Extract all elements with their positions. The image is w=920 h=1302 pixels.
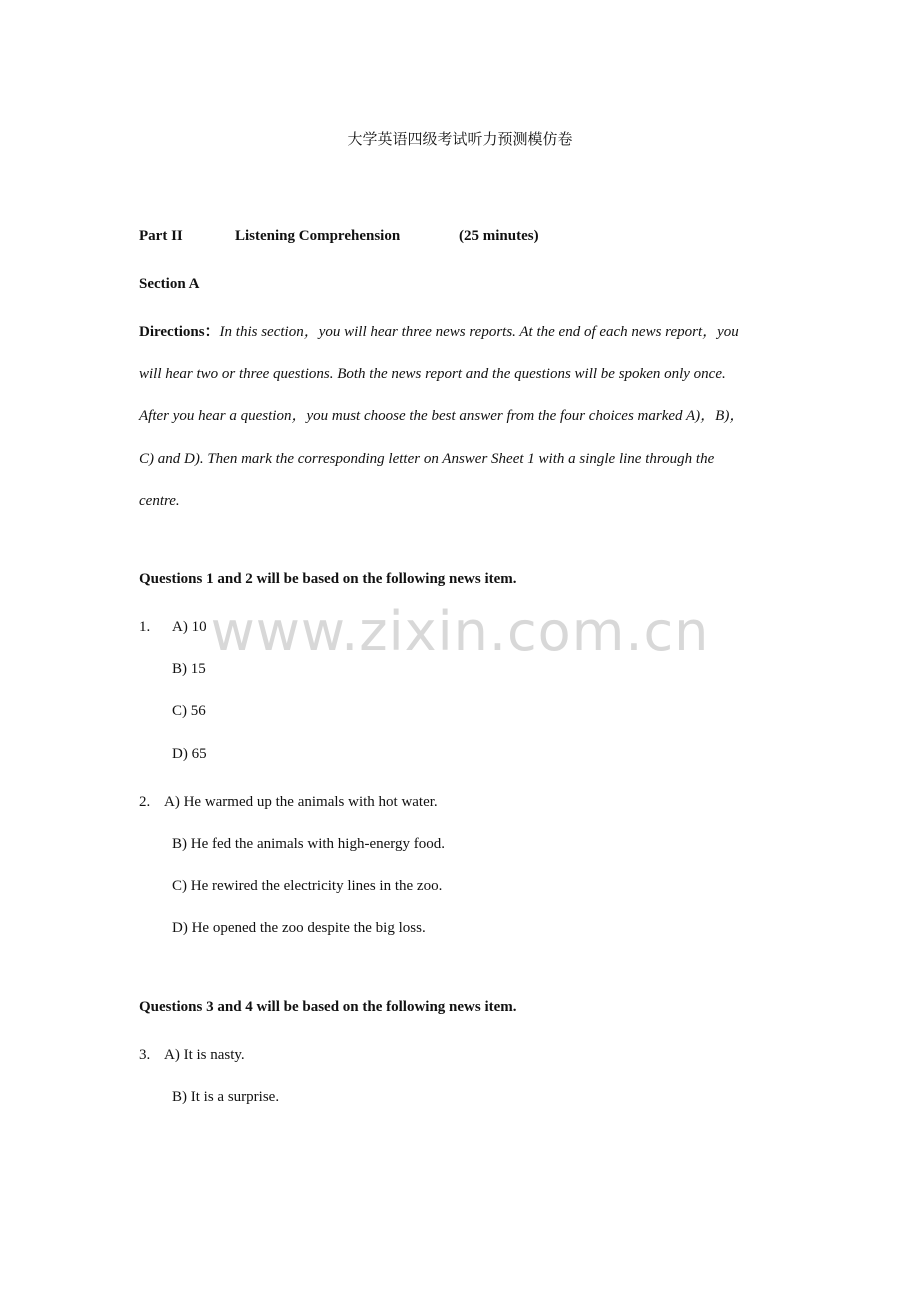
question-number: 1. — [139, 619, 151, 635]
answer-choice: B) 15 — [172, 661, 206, 677]
directions-label: Directions： — [139, 324, 220, 340]
answer-choice: C) 56 — [172, 703, 206, 719]
questions-group-heading: Questions 1 and 2 will be based on the following news item. — [139, 571, 517, 587]
directions-line-5: centre. — [139, 493, 180, 509]
document-title: 大学英语四级考试听力预测模仿卷 — [347, 130, 573, 148]
directions-line-3: After you hear a question，you must choose the best answer from the four choices marked A)，B)， — [139, 408, 745, 424]
part-time: (25 minutes) — [459, 228, 539, 244]
answer-choice: D) He opened the zoo despite the big loss. — [172, 920, 426, 936]
answer-choice: A) 10 — [172, 619, 207, 635]
part-name: Listening Comprehension — [235, 228, 401, 244]
answer-choice: A) He warmed up the animals with hot water. — [164, 794, 438, 810]
questions-group-heading: Questions 3 and 4 will be based on the following news item. — [139, 999, 517, 1015]
answer-choice: B) It is a surprise. — [172, 1089, 280, 1105]
directions-line-1 — [139, 322, 739, 342]
question-number: 3. — [139, 1047, 151, 1063]
question-number: 2. — [139, 794, 151, 810]
directions-line-4: C) and D). Then mark the corresponding letter on Answer Sheet 1 with a single line through the — [139, 451, 715, 467]
answer-choice: D) 65 — [172, 746, 207, 762]
part-label: Part II — [139, 228, 183, 244]
answer-choice: B) He fed the animals with high-energy food. — [172, 836, 445, 852]
directions-line-2: will hear two or three questions. Both the news report and the questions will be spoken only once. — [139, 366, 726, 382]
section-heading: Section A — [139, 276, 200, 292]
directions-text: In this section，you will hear three news reports. At the end of each news report，you — [219, 324, 739, 340]
answer-choice: A) It is nasty. — [164, 1047, 245, 1063]
answer-choice: C) He rewired the electricity lines in the zoo. — [172, 878, 443, 894]
watermark: www.zixin.com.cn — [210, 600, 710, 663]
